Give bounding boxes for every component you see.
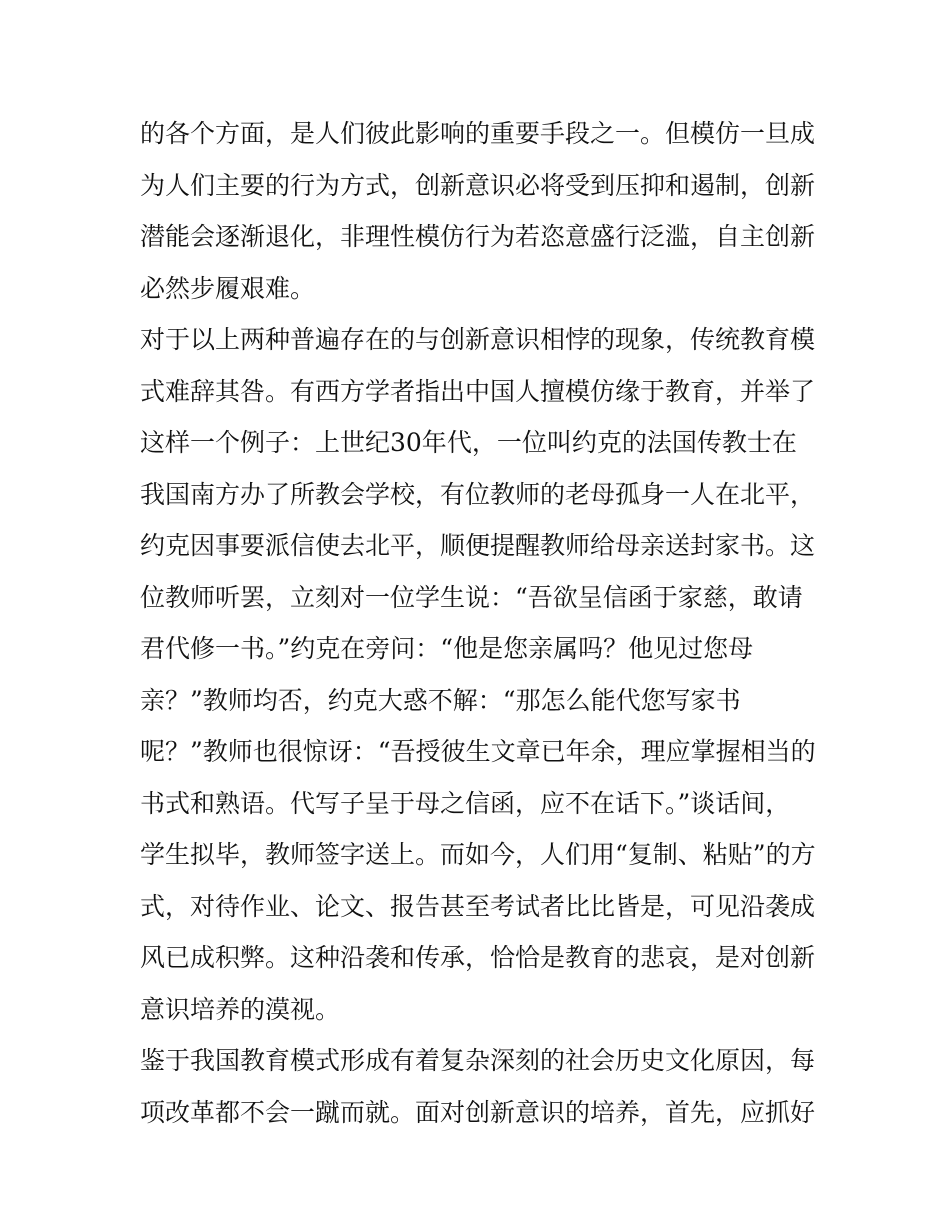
text-line: 风已成积弊。这种沿袭和传承，恰恰是教育的悲哀，是对创新 <box>140 943 816 972</box>
text-line: 学生拟毕，教师签字送上。而如今，人们用“复制、粘贴”的方 <box>140 840 816 869</box>
text-line: 呢？”教师也很惊讶：“吾授彼生文章已年余，理应掌握相当的 <box>140 737 816 766</box>
text-line: 君代修一书。”约克在旁问：“他是您亲属吗？他见过您母 <box>140 634 754 663</box>
text-line: 式，对待作业、论文、报告甚至考试者比比皆是，可见沿袭成 <box>140 891 816 921</box>
text-line: 必然步履艰难。 <box>140 273 316 303</box>
text-line: 亲？”教师均否，约克大惑不解：“那怎么能代您写家书 <box>140 685 741 715</box>
text-line: 为人们主要的行为方式，创新意识必将受到压抑和遏制，创新 <box>140 170 816 200</box>
text-line: 位教师听罢，立刻对一位学生说：“吾欲呈信函于家慈，敢请 <box>140 582 803 612</box>
text-line: 的各个方面，是人们彼此影响的重要手段之一。但模仿一旦成 <box>140 119 816 148</box>
text-line: 我国南方办了所教会学校，有位教师的老母孤身一人在北平， <box>140 479 816 509</box>
text-line: 鉴于我国教育模式形成有着复杂深刻的社会历史文化原因，每 <box>140 1046 816 1075</box>
text-line: 对于以上两种普遍存在的与创新意识相悖的现象，传统教育模 <box>140 325 816 354</box>
text-line: 这样一个例子：上世纪30年代，一位叫约克的法国传教士在 <box>140 428 797 457</box>
text-line: 式难辞其咎。有西方学者指出中国人擅模仿缘于教育，并举了 <box>140 376 816 406</box>
text-line: 潜能会逐渐退化，非理性模仿行为若恣意盛行泛滥，自主创新 <box>140 222 816 251</box>
text-line: 项改革都不会一蹴而就。面对创新意识的培养，首先，应抓好 <box>140 1097 816 1127</box>
text-line: 书式和熟语。代写子呈于母之信函，应不在话下。”谈话间， <box>140 788 791 818</box>
text-line: 约克因事要派信使去北平，顺便提醒教师给母亲送封家书。这 <box>140 531 816 560</box>
document-body <box>140 108 820 1138</box>
text-line: 意识培养的漠视。 <box>140 994 341 1024</box>
